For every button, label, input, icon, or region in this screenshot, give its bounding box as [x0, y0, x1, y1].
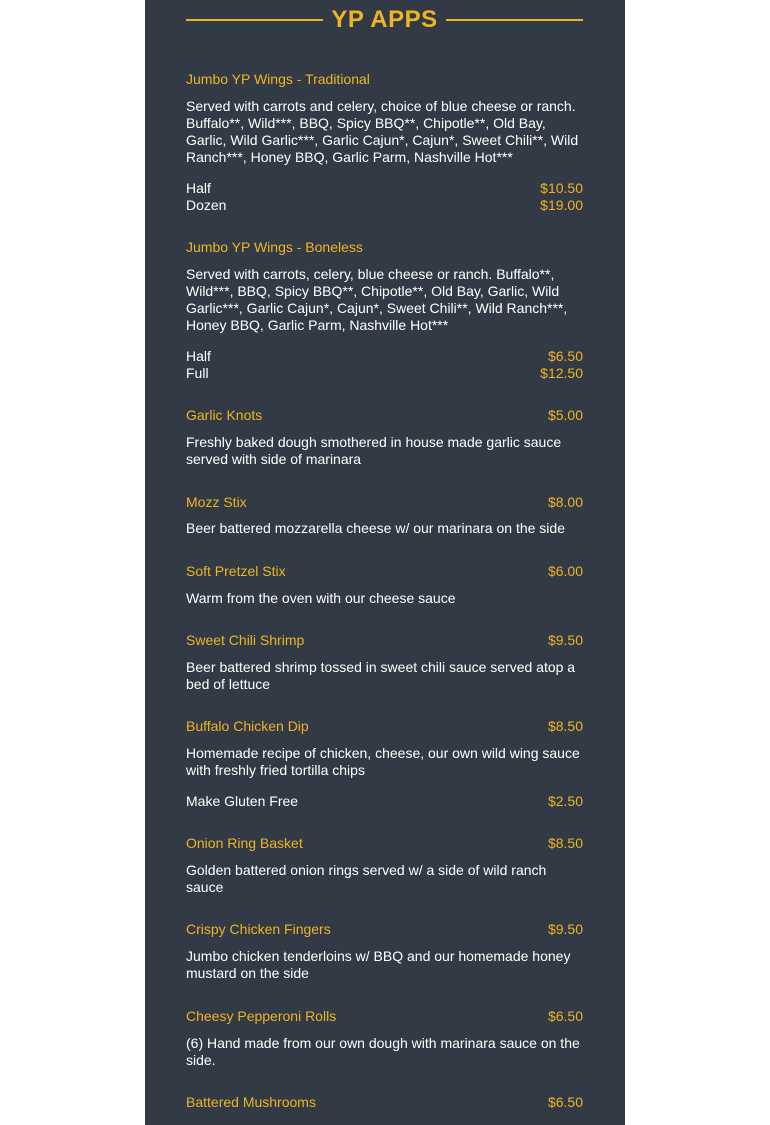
section-title: YP APPS [331, 6, 438, 33]
menu-content [186, 0, 583, 1110]
item-description: Served with carrots, celery, blue cheese or ranch. Buffalo**, Wild***, BBQ, Spicy BBQ**, Chipotle**, Old Bay, Garlic, Wild Garlic***, Garlic Cajun*, Cajun*, Sweet Chili**, Wild Ranch***, Honey BBQ, Garlic Parm, Nashville Hot*** [186, 266, 568, 333]
heading-rule-left [186, 19, 323, 21]
option-price: $6.50 [547, 348, 583, 364]
item-name: Garlic Knots [186, 407, 263, 423]
item-name: Buffalo Chicken Dip [186, 718, 309, 734]
item-option [186, 348, 583, 365]
option-label: Dozen [186, 197, 227, 213]
menu-item [186, 563, 583, 607]
item-option [186, 793, 583, 810]
item-name: Jumbo YP Wings - Traditional [186, 71, 370, 87]
item-name: Soft Pretzel Stix [186, 563, 286, 579]
item-price: $9.50 [547, 921, 583, 937]
item-name: Battered Mushrooms [186, 1094, 316, 1110]
item-description: Served with carrots and celery, choice of blue cheese or ranch. Buffalo**, Wild***, BBQ, Spicy BBQ**, Chipotle**, Old Bay, Garlic, Wild Garlic***, Garlic Cajun*, Cajun*, Sweet Chili**, Wild Ranch***, Honey BBQ, Garlic Parm, Nashville Hot*** [186, 98, 579, 165]
item-description: Golden battered onion rings served w/ a side of wild ranch sauce [186, 862, 547, 895]
item-price: $5.00 [547, 407, 583, 423]
option-price: $10.50 [540, 180, 583, 196]
item-price: $6.00 [547, 563, 583, 579]
item-name: Sweet Chili Shrimp [186, 632, 305, 648]
item-description: Beer battered shrimp tossed in sweet chili sauce served atop a bed of lettuce [186, 659, 576, 692]
option-label: Half [186, 348, 211, 364]
item-price: $8.00 [547, 494, 583, 510]
item-description: Jumbo chicken tenderloins w/ BBQ and our homemade honey mustard on the side [186, 948, 571, 981]
menu-item [186, 71, 583, 214]
menu-item [186, 632, 583, 693]
menu-panel [145, 0, 625, 1125]
item-name: Mozz Stix [186, 494, 247, 510]
item-description: Homemade recipe of chicken, cheese, our own wild wing sauce with freshly fried tortilla chips [186, 745, 580, 778]
menu-item [186, 921, 583, 982]
item-price: $9.50 [547, 632, 583, 648]
item-price: $6.50 [547, 1008, 583, 1024]
item-options [186, 180, 583, 214]
item-option [186, 365, 583, 382]
item-description: Beer battered mozzarella cheese w/ our marinara on the side [186, 520, 565, 536]
item-price: $8.50 [547, 718, 583, 734]
section-heading [186, 0, 583, 40]
item-name: Crispy Chicken Fingers [186, 921, 331, 937]
menu-item [186, 1008, 583, 1069]
item-price: $6.50 [547, 1094, 583, 1110]
menu-item [186, 718, 583, 810]
menu-item [186, 494, 583, 537]
item-price: $8.50 [547, 835, 583, 851]
option-label: Half [186, 180, 211, 196]
menu-item [186, 239, 583, 382]
item-options [186, 793, 583, 810]
menu-item [186, 835, 583, 896]
item-description: (6) Hand made from our own dough with marinara sauce on the side. [186, 1035, 580, 1068]
item-description: Freshly baked dough smothered in house made garlic sauce served with side of marinara [186, 434, 562, 467]
option-price: $2.50 [547, 793, 583, 809]
option-label: Make Gluten Free [186, 793, 299, 809]
option-label: Full [186, 365, 209, 381]
heading-rule-right [446, 19, 583, 21]
item-option [186, 180, 583, 197]
option-price: $19.00 [540, 197, 583, 213]
item-option [186, 197, 583, 214]
item-name: Cheesy Pepperoni Rolls [186, 1008, 337, 1024]
item-options [186, 348, 583, 382]
menu-item [186, 1094, 583, 1111]
item-name: Jumbo YP Wings - Boneless [186, 239, 363, 255]
item-description: Warm from the oven with our cheese sauce [186, 590, 456, 606]
item-name: Onion Ring Basket [186, 835, 303, 851]
menu-item [186, 407, 583, 468]
option-price: $12.50 [540, 365, 583, 381]
